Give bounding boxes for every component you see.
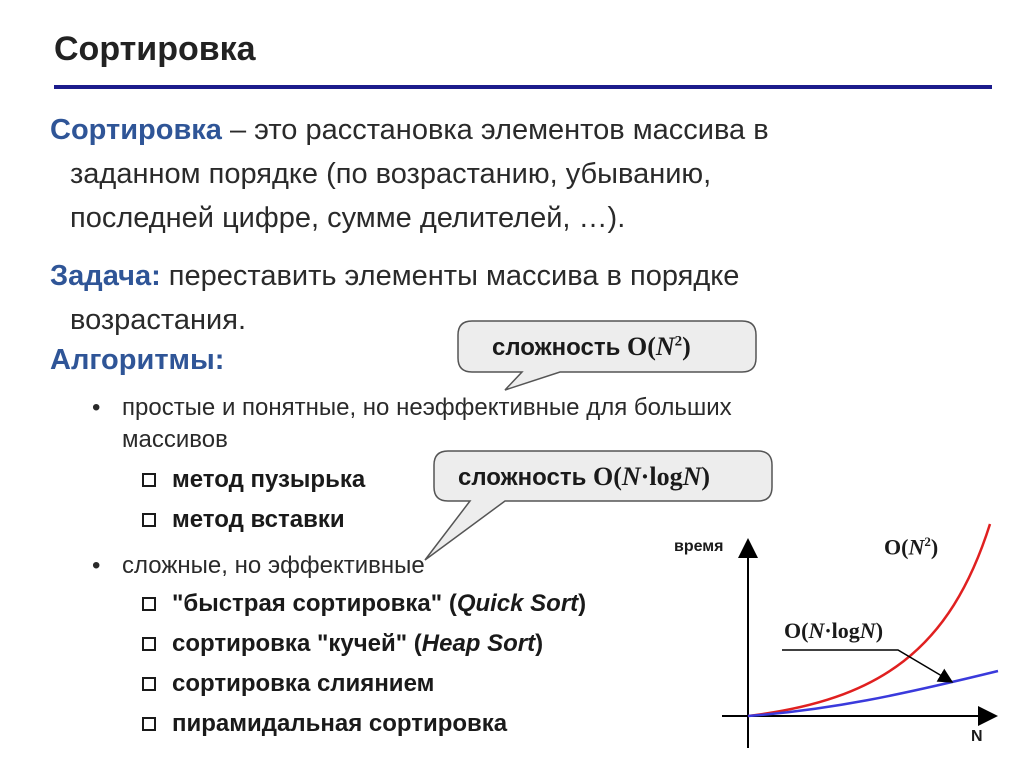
formula-close: )	[701, 462, 711, 491]
bullet-simple-line2: массивов	[122, 426, 228, 453]
list-item-label: сортировка слиянием	[172, 670, 435, 697]
formula-mid: ·log	[640, 462, 683, 491]
callout-nlogn-text	[458, 462, 710, 492]
algorithms-heading: Алгоритмы:	[50, 344, 225, 376]
formula-n2: N	[859, 618, 876, 643]
formula-close: )	[682, 332, 691, 361]
curve-n2-label	[884, 534, 938, 560]
callout-nlogn-formula	[593, 462, 710, 491]
formula-o: O(	[627, 332, 656, 361]
task-term: Задача:	[50, 260, 161, 292]
definition-line1: – это расстановка элементов массива в	[221, 114, 769, 146]
callout-n2-text	[492, 332, 691, 362]
formula-o: O(	[784, 618, 809, 643]
bullet-complex-line1: сложные, но эффективные	[122, 552, 425, 579]
nlogn-pointer	[782, 650, 952, 682]
list-item-label: метод пузырька	[172, 466, 366, 493]
formula-close: )	[875, 618, 884, 643]
callout-n2-formula	[627, 332, 691, 361]
callout-n2-label: сложность	[492, 334, 627, 361]
task-line1: переставить элементы массива в порядке	[160, 260, 740, 292]
curve-nlogn-label	[784, 618, 883, 644]
page-title: Сортировка	[54, 30, 256, 68]
list-item-label: метод вставки	[172, 506, 345, 533]
formula-close: )	[930, 534, 939, 560]
callout-nlogn-label: сложность	[458, 464, 593, 491]
list-item-en: Heap Sort	[421, 630, 536, 657]
formula-n: N	[621, 462, 641, 491]
definition-line2: заданном порядке (по возрастанию, убыванию,	[70, 158, 712, 190]
list-item-en: Quick Sort	[456, 590, 579, 617]
y-axis-label: время	[674, 538, 724, 555]
formula-n: N	[655, 332, 675, 361]
list-item-label: "быстрая сортировка" (	[172, 590, 457, 617]
list-item-close: )	[578, 590, 587, 617]
formula-n: N	[908, 534, 925, 560]
list-item-close: )	[535, 630, 544, 657]
formula-exp: 2	[924, 534, 931, 549]
formula-exp: 2	[674, 333, 683, 350]
formula-n: N	[808, 618, 825, 643]
formula-mid: ·log	[824, 618, 860, 643]
formula-o: O(	[593, 462, 622, 491]
formula-o: O(	[884, 534, 909, 560]
formula-n2: N	[682, 462, 702, 491]
task-line2: возрастания.	[70, 304, 246, 336]
bullet-dot: •	[92, 394, 101, 421]
x-axis-label: N	[971, 728, 983, 745]
list-item-label: сортировка "кучей" (	[172, 630, 422, 657]
definition-line3: последней цифре, сумме делителей, …).	[70, 202, 626, 234]
bullet-simple-line1: простые и понятные, но неэффективные для больших	[122, 394, 732, 421]
definition-term: Сортировка	[50, 114, 222, 146]
list-item-label: пирамидальная сортировка	[172, 710, 508, 737]
bullet-dot: •	[92, 552, 101, 579]
